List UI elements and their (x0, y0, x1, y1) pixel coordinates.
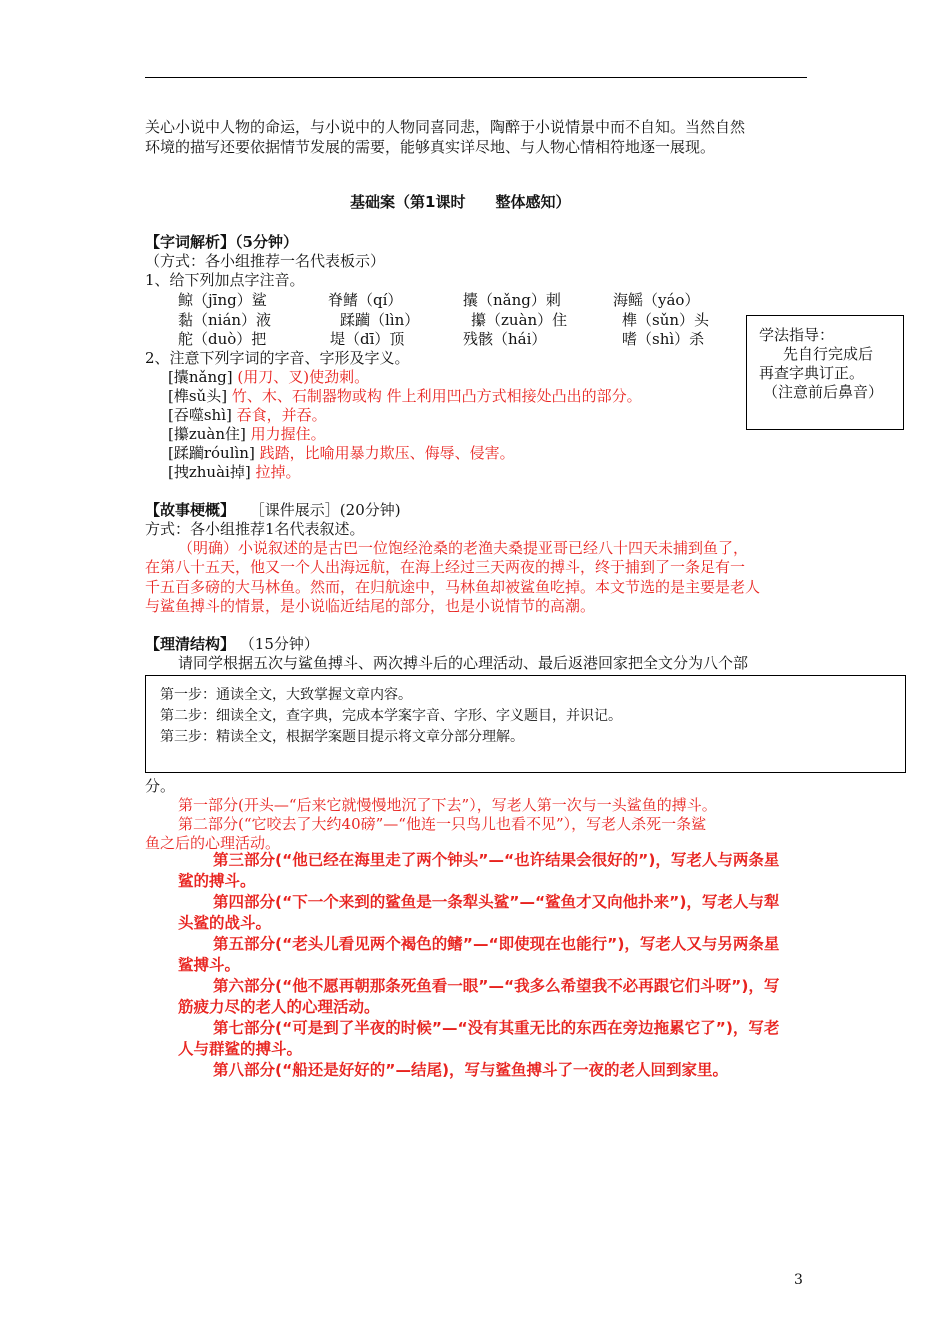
bold-part-line: 鲨的搏斗。 (178, 872, 256, 890)
vocab-term: [榫sǔ头] (168, 387, 228, 405)
story-line: 千五百多磅的大马林鱼。然而，在归航途中，马林鱼却被鲨鱼吃掉。本文节选的是主要是老人 (145, 578, 761, 596)
bold-part-line: 头鲨的战斗。 (178, 914, 272, 932)
bold-part-line: 筋疲力尽的老人的心理活动。 (178, 998, 380, 1016)
vocab-term: [攮nǎng] (168, 368, 233, 386)
pinyin-item: 攥（zuàn）住 (471, 311, 568, 329)
vocab-definition: 践踏，比喻用暴力欺压、侮辱、侵害。 (259, 444, 515, 462)
vocab-entry (168, 368, 369, 387)
bold-part-line: 第六部分(“他不愿再朝那条死鱼看一眼”—“我多么希望我不必再跟它们斗呀”)，写 (213, 977, 780, 995)
vocab-definition: 竹、木、石制器物或构 件上利用凹凸方式相接处凸出的部分。 (231, 387, 642, 405)
vocab-definition: 用力握住。 (250, 425, 326, 443)
vocab-definition: 吞食，并吞。 (236, 406, 327, 424)
pinyin-item: 黏（nián）液 (178, 311, 272, 329)
section-title: 基础案（第1课时 整体感知） (350, 193, 571, 211)
tip-title: 学法指导： (759, 326, 835, 344)
story-method: 方式：各小组推荐1名代表叙述。 (145, 520, 365, 538)
vocab-method: （方式：各小组推荐一名代表板示） (145, 252, 386, 270)
pinyin-item: 榫（sǔn）头 (622, 311, 710, 329)
tip-line: 先自行完成后 (783, 345, 874, 363)
bold-part-line: 第八部分(“船还是好好的”—结尾)，写与鲨鱼搏斗了一夜的老人回到家里。 (213, 1061, 729, 1079)
pinyin-item: 舵（duò）把 (178, 330, 267, 348)
bold-part-line: 第七部分(“可是到了半夜的时候”—“没有其重无比的东西在旁边拖累它了”)，写老 (213, 1019, 780, 1037)
bold-part-line: 鲨搏斗。 (178, 956, 241, 974)
pinyin-item: 堤（dī）顶 (330, 330, 405, 348)
vocab-entry (168, 387, 642, 406)
tip-line: （注意前后鼻音） (763, 383, 884, 401)
story-heading-note: ［课件展示］(20分钟) (249, 501, 401, 519)
vocab-q2: 2、注意下列字词的字音、字形及字义。 (145, 349, 410, 367)
story-line: （明确）小说叙述的是古巴一位饱经沧桑的老渔夫桑提亚哥已经八十四天未捕到鱼了， (178, 539, 749, 557)
header-rule (145, 77, 807, 78)
vocab-entry (168, 425, 326, 444)
steps-box (145, 675, 906, 773)
vocab-q1: 1、给下列加点字注音。 (145, 271, 305, 289)
vocab-term: [攥zuàn住] (168, 425, 246, 443)
vocab-entry (168, 406, 327, 425)
vocab-term: [拽zhuài掉] (168, 463, 251, 481)
bold-part-line: 第三部分(“他已经在海里走了两个钟头”—“也许结果会很好的”)，写老人与两条星 (213, 851, 780, 869)
study-tip-box (746, 315, 904, 430)
structure-heading-note: （15分钟） (239, 635, 319, 653)
story-heading: 【故事梗概】 (145, 501, 236, 519)
pinyin-item: 嗜（shì）杀 (622, 330, 705, 348)
story-line: 在第八十五天，他又一个人出海远航，在海上经过三天两夜的搏斗，终于捕到了一条足有一 (145, 558, 746, 576)
vocab-term: [吞噬shì] (168, 406, 232, 424)
vocab-definition: (用刀、叉)使劲刺。 (237, 368, 370, 386)
intro-line-2: 环境的描写还要依据情节发展的需要，能够真实详尽地、与人物心情相符地逐一展现。 (145, 138, 716, 156)
tip-line: 再查字典订正。 (759, 364, 865, 382)
bold-part-line: 第五部分(“老头儿看见两个褐色的鳍”—“即使现在也能行”)，写老人又与另两条星 (213, 935, 780, 953)
step-line: 第二步：细读全文，查字典，完成本学案字音、字形、字义题目，并识记。 (160, 708, 622, 724)
story-heading-row (145, 501, 401, 520)
bold-part-line: 第四部分(“下一个来到的鲨鱼是一条犁头鲨”—“鲨鱼才又向他扑来”)，写老人与犁 (213, 893, 780, 911)
vocab-term: [蹂躏róulìn] (168, 444, 255, 462)
pinyin-item: 残骸（hái） (463, 330, 547, 348)
vocab-entry (168, 463, 300, 482)
intro-line-1: 关心小说中人物的命运，与小说中的人物同喜同悲，陶醉于小说情景中而不自知。当然自然 (145, 118, 746, 136)
step-line: 第三步：精读全文，根据学案题目提示将文章分部分理解。 (160, 729, 524, 745)
part-line: 第二部分(“它咬去了大约40磅”—“他连一只鸟儿也看不见”），写老人杀死一条鲨 (178, 815, 707, 833)
structure-cont: 分。 (145, 777, 176, 795)
pinyin-item: 蹂躏（lìn） (340, 311, 420, 329)
structure-heading: 【理清结构】 (145, 635, 236, 653)
part-line: 鱼之后的心理活动。 (145, 834, 281, 852)
step-line: 第一步：通读全文，大致掌握文章内容。 (160, 687, 412, 703)
structure-intro: 请同学根据五次与鲨鱼搏斗、两次搏斗后的心理活动、最后返港回家把全文分为八个部 (178, 654, 749, 672)
story-line: 与鲨鱼搏斗的情景，是小说临近结尾的部分，也是小说情节的高潮。 (145, 597, 596, 615)
structure-heading-row (145, 635, 319, 654)
pinyin-item: 脊鳍（qí） (328, 291, 403, 309)
vocab-heading: 【字词解析】（5分钟） (145, 233, 298, 251)
pinyin-item: 鲸（jīng）鲨 (178, 291, 267, 309)
bold-part-line: 人与群鲨的搏斗。 (178, 1040, 303, 1058)
vocab-entry (168, 444, 515, 463)
part-line: 第一部分(开头—“后来它就慢慢地沉了下去”），写老人第一次与一头鲨鱼的搏斗。 (178, 796, 717, 814)
page-number: 3 (794, 1272, 803, 1288)
pinyin-item: 海鳐（yáo） (613, 291, 700, 309)
pinyin-item: 攮（nǎng）刺 (463, 291, 561, 309)
vocab-definition: 拉掉。 (255, 463, 301, 481)
